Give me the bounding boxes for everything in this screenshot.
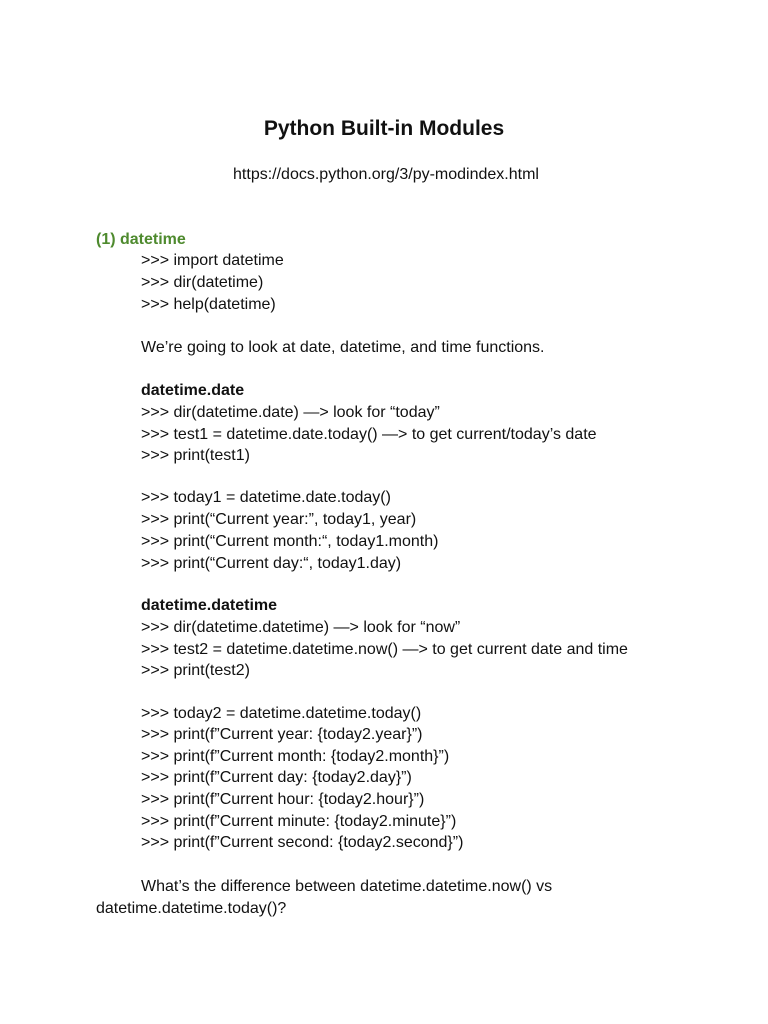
code-line: >>> print(f”Current month: {today2.month}”): [141, 748, 450, 765]
code-line: >>> help(datetime): [141, 296, 276, 313]
page-title: Python Built-in Modules: [263, 117, 505, 140]
code-line: >>> today2 = datetime.datetime.today(): [141, 705, 422, 722]
code-line: >>> print(f”Current second: {today2.second}”): [141, 834, 464, 851]
code-line: >>> print(f”Current hour: {today2.hour}”): [141, 791, 425, 808]
subheading-datetime-datetime: datetime.datetime: [141, 597, 278, 614]
section-heading-datetime: (1) datetime: [96, 231, 186, 248]
code-line: >>> print(“Current month:“, today1.month): [141, 533, 439, 550]
code-line: >>> print(“Current day:“, today1.day): [141, 555, 402, 572]
code-line: >>> print(test2): [141, 662, 250, 679]
code-line: >>> print(f”Current minute: {today2.minute}”): [141, 813, 457, 830]
code-line: >>> dir(datetime): [141, 274, 264, 291]
code-line: >>> print(“Current year:”, today1, year): [141, 511, 417, 528]
subheading-datetime-date: datetime.date: [141, 382, 245, 399]
question-line: What’s the difference between datetime.datetime.now() vs: [141, 878, 553, 895]
code-line: >>> today1 = datetime.date.today(): [141, 489, 391, 506]
question-paragraph: [96, 876, 716, 920]
docs-url: https://docs.python.org/3/py-modindex.html: [233, 166, 539, 183]
code-line: >>> print(test1): [141, 447, 250, 464]
code-line: >>> print(f”Current year: {today2.year}”): [141, 726, 423, 743]
code-line: >>> test1 = datetime.date.today() —> to get current/today’s date: [141, 426, 597, 443]
code-line: >>> print(f”Current day: {today2.day}”): [141, 769, 412, 786]
code-line: >>> import datetime: [141, 252, 284, 269]
description-text: We’re going to look at date, datetime, and time functions.: [141, 339, 545, 356]
code-line: >>> test2 = datetime.datetime.now() —> to get current date and time: [141, 641, 628, 658]
code-line: >>> dir(datetime.date) —> look for “today”: [141, 404, 440, 421]
code-line: >>> dir(datetime.datetime) —> look for “now”: [141, 619, 461, 636]
question-line: datetime.datetime.today()?: [96, 900, 287, 917]
